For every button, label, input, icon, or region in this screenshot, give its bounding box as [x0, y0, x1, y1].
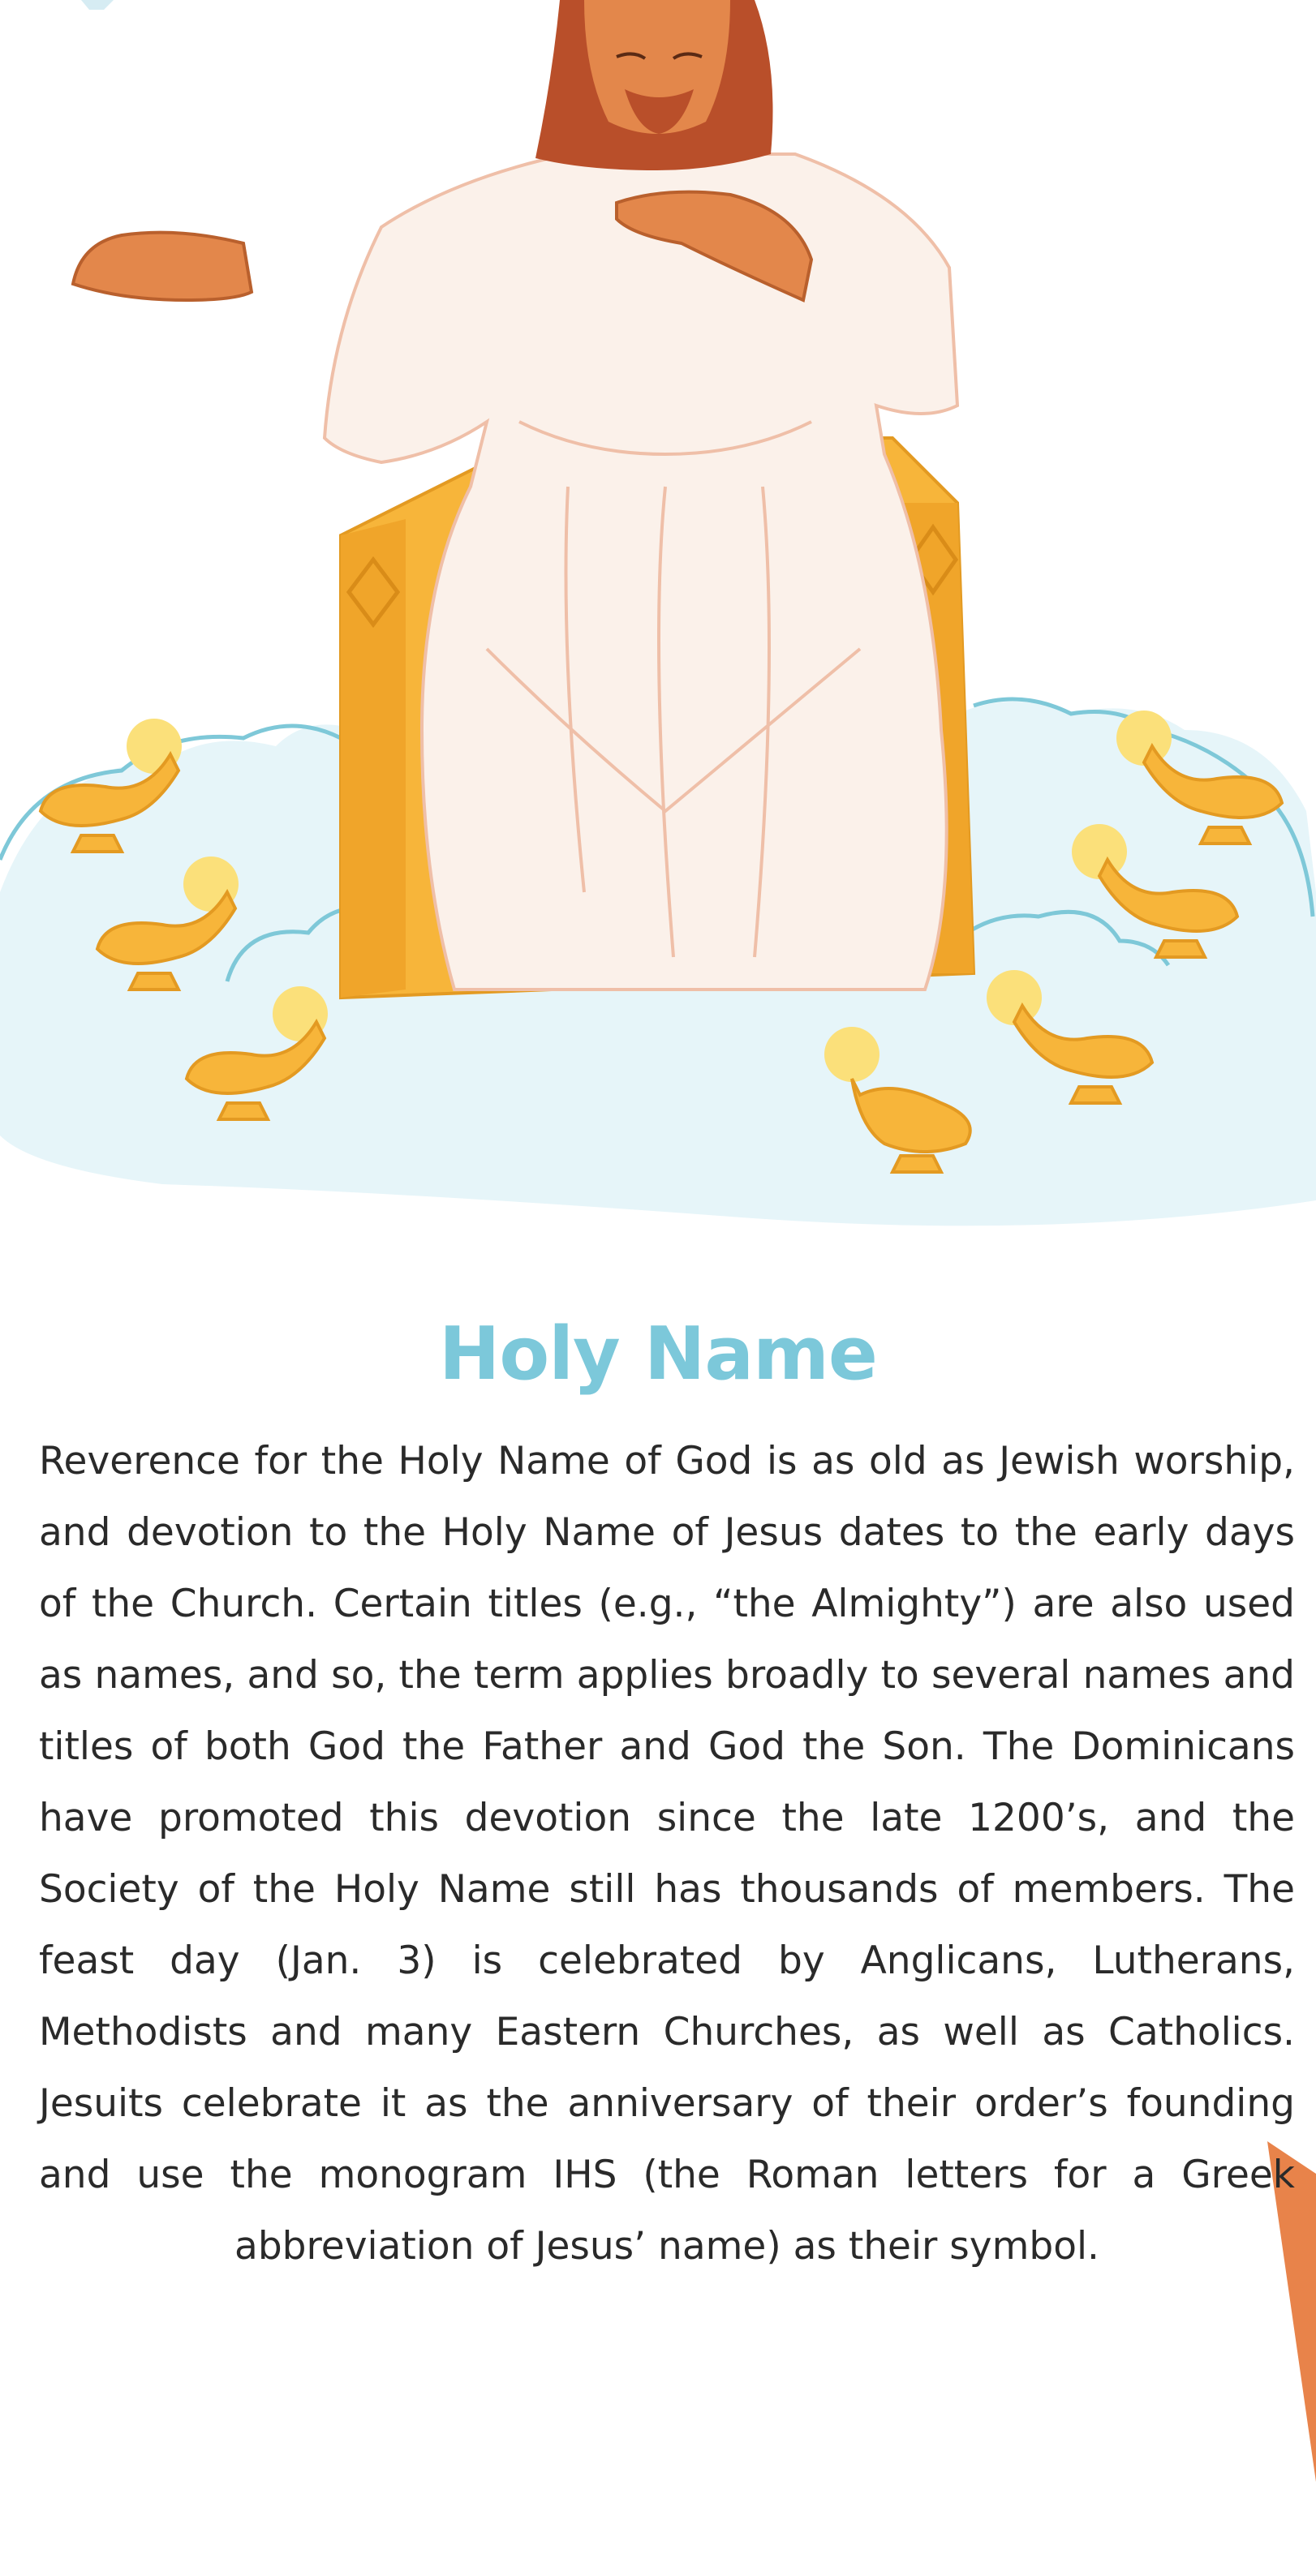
jesus-enthroned-illustration — [0, 0, 1316, 1265]
left-hand — [73, 233, 252, 300]
section-title: Holy Name — [439, 1312, 877, 1397]
body-paragraph: Reverence for the Holy Name of God is as old as Jewish worship, and devotion to the Holy Name of Jesus dates to the early days of the Church. Certain titles (e.g., “the Almighty”) are also used as names, and so, the term applies broadly to several names and titles of both God the Father and God the Son. The Dominicans have promoted this devotion since the late 1200’s, and the Society of the Holy Name still has thousands of members. The feast day (Jan. 3) is celebrated by Anglicans, Lutherans, Methodists and many Eastern Churches, as well as Catholics. Jesuits celebrate it as the anniversary of their order’s founding and use the monogram IHS (the Roman letters for a Greek abbreviation of Jesus’ name) as their symbol. — [39, 1439, 1295, 2269]
jesus-head — [535, 0, 773, 170]
